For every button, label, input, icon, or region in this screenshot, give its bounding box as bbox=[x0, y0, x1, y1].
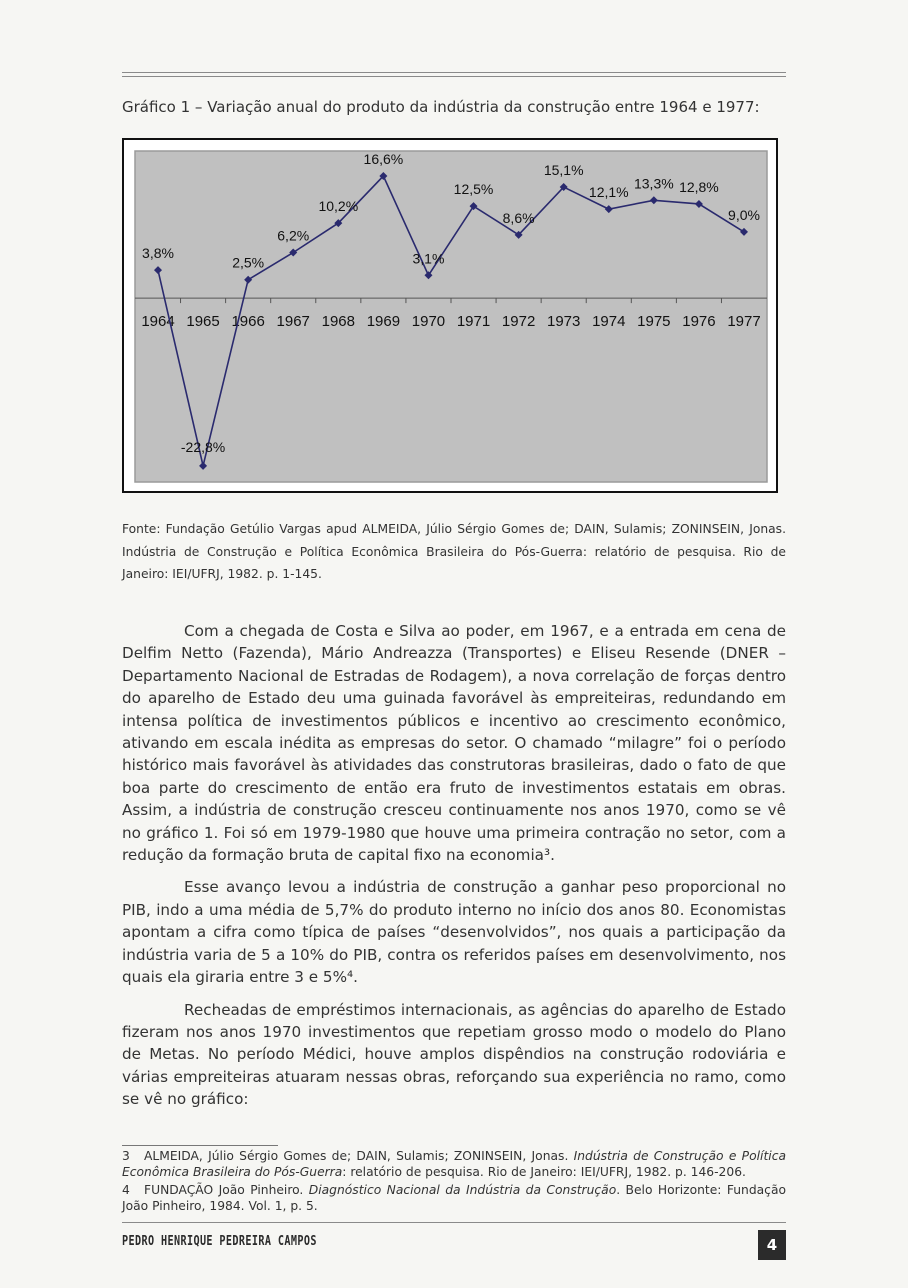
footnote-4 bbox=[122, 1182, 786, 1214]
x-tick-label: 1975 bbox=[637, 313, 671, 331]
footnote-title: Diagnóstico Nacional da Indústria da Construção bbox=[308, 1183, 617, 1197]
x-tick-label: 1969 bbox=[366, 313, 401, 331]
chart-caption: Gráfico 1 – Variação anual do produto da indústria da construção entre 1964 e 1977: bbox=[122, 98, 760, 116]
data-label: 3,1% bbox=[412, 250, 445, 267]
footnote-number: 3 bbox=[122, 1149, 130, 1163]
data-label: 2,5% bbox=[232, 254, 265, 271]
chart-source: Fonte: Fundação Getúlio Vargas apud ALMEIDA, Júlio Sérgio Gomes de; DAIN, Sulamis; ZONINSEIN, Jonas. Indústria de Construção e Política Econômica Brasileira do Pós-Guerra: relatório de pesquisa. Rio de Janeiro: IEI/UFRJ, 1982. p. 1-145. bbox=[122, 522, 786, 581]
x-tick-label: 1977 bbox=[727, 313, 761, 331]
data-label: -22,8% bbox=[180, 438, 226, 455]
x-tick-label: 1974 bbox=[592, 313, 626, 331]
data-label: 12,5% bbox=[453, 181, 494, 198]
footnote-text: : relatório de pesquisa. Rio de Janeiro: IEI/UFRJ, 1982. p. 146-206. bbox=[342, 1165, 746, 1179]
x-tick-label: 1971 bbox=[456, 313, 491, 331]
data-label: 9,0% bbox=[728, 206, 760, 223]
line-chart bbox=[124, 140, 776, 491]
data-label: 8,6% bbox=[502, 209, 535, 226]
paragraph-2: Esse avanço levou a indústria de construção a ganhar peso proporcional no PIB, indo a uma média de 5,7% do produto interno no início dos anos 80. Economistas apontam a cifra como típica de países “desenvolvidos”, nos quais a participação da indústria varia de 5 a 10% do PIB, contra os referidos países em desenvolvimento, nos quais ela giraria entre 3 e 5%⁴. bbox=[122, 878, 786, 987]
footnote-rule bbox=[122, 1145, 278, 1146]
data-label: 16,6% bbox=[363, 151, 404, 168]
footnote-text: ALMEIDA, Júlio Sérgio Gomes de; DAIN, Sulamis; ZONINSEIN, Jonas. bbox=[144, 1149, 574, 1163]
plot-area bbox=[135, 151, 767, 482]
footnote-3 bbox=[122, 1148, 786, 1180]
bottom-rule bbox=[122, 1222, 786, 1223]
data-label: 6,2% bbox=[277, 227, 310, 244]
page-number: 4 bbox=[758, 1230, 786, 1260]
footnotes bbox=[122, 1148, 786, 1216]
body-text bbox=[122, 620, 786, 1121]
data-label: 10,2% bbox=[318, 198, 359, 215]
data-label: 12,8% bbox=[679, 178, 719, 195]
x-tick-label: 1976 bbox=[682, 313, 716, 331]
data-label: 13,3% bbox=[633, 175, 674, 192]
footnote-text: FUNDAÇÃO João Pinheiro. bbox=[144, 1183, 309, 1197]
footer-author: PEDRO HENRIQUE PEDREIRA CAMPOS bbox=[122, 1234, 317, 1249]
x-tick-label: 1968 bbox=[321, 313, 355, 331]
x-tick-label: 1970 bbox=[411, 313, 446, 331]
top-rule bbox=[122, 72, 786, 73]
x-tick-label: 1972 bbox=[501, 313, 536, 331]
footnote-title: Indústria de Construção e Política Econômica Brasileira do Pós-Guerra bbox=[122, 1149, 786, 1179]
chart-frame bbox=[122, 138, 778, 493]
data-label: 12,1% bbox=[588, 184, 629, 201]
x-tick-label: 1967 bbox=[276, 313, 310, 331]
x-tick-label: 1964 bbox=[141, 313, 175, 331]
data-label: 3,8% bbox=[142, 245, 174, 262]
paragraph-1: Com a chegada de Costa e Silva ao poder, em 1967, e a entrada em cena de Delfim Netto (Fazenda), Mário Andreazza (Transportes) e Eliseu Resende (DNER – Departamento Nacional de Estradas de Rodagem), a nova correlação de forças dentro do aparelho de Estado deu uma guinada favorável às empreiteiras, redundando em intensa política de investimentos públicos e incentivo ao crescimento econômico, ativando em escala inédita as empresas do setor. O chamado “milagre” foi o período histórico mais favorável às atividades das construtoras brasileiras, dado o fato de que boa parte do crescimento de então era fruto de investimentos estatais em obras. Assim, a indústria de construção cresceu continuamente nos anos 1970, como se vê no gráfico 1. Foi só em 1979-1980 que houve uma primeira contração no setor, com a redução da formação bruta de capital fixo na economia³. bbox=[122, 622, 786, 865]
x-tick-label: 1965 bbox=[186, 313, 220, 331]
x-tick-label: 1973 bbox=[547, 313, 581, 331]
data-label: 15,1% bbox=[543, 162, 584, 179]
footnote-text: . Belo Horizonte: Fundação João Pinheiro, 1984. Vol. 1, p. 5. bbox=[122, 1183, 786, 1213]
top-rule-secondary bbox=[122, 76, 786, 77]
x-tick-label: 1966 bbox=[231, 313, 265, 331]
paragraph-3: Recheadas de empréstimos internacionais, as agências do aparelho de Estado fizeram nos anos 1970 investimentos que repetiam grosso modo o modelo do Plano de Metas. No período Médici, houve amplos dispêndios na construção rodoviária e várias empreiteiras atuaram nessas obras, reforçando sua experiência no ramo, como se vê no gráfico: bbox=[122, 1000, 786, 1109]
footnote-number: 4 bbox=[122, 1183, 130, 1197]
